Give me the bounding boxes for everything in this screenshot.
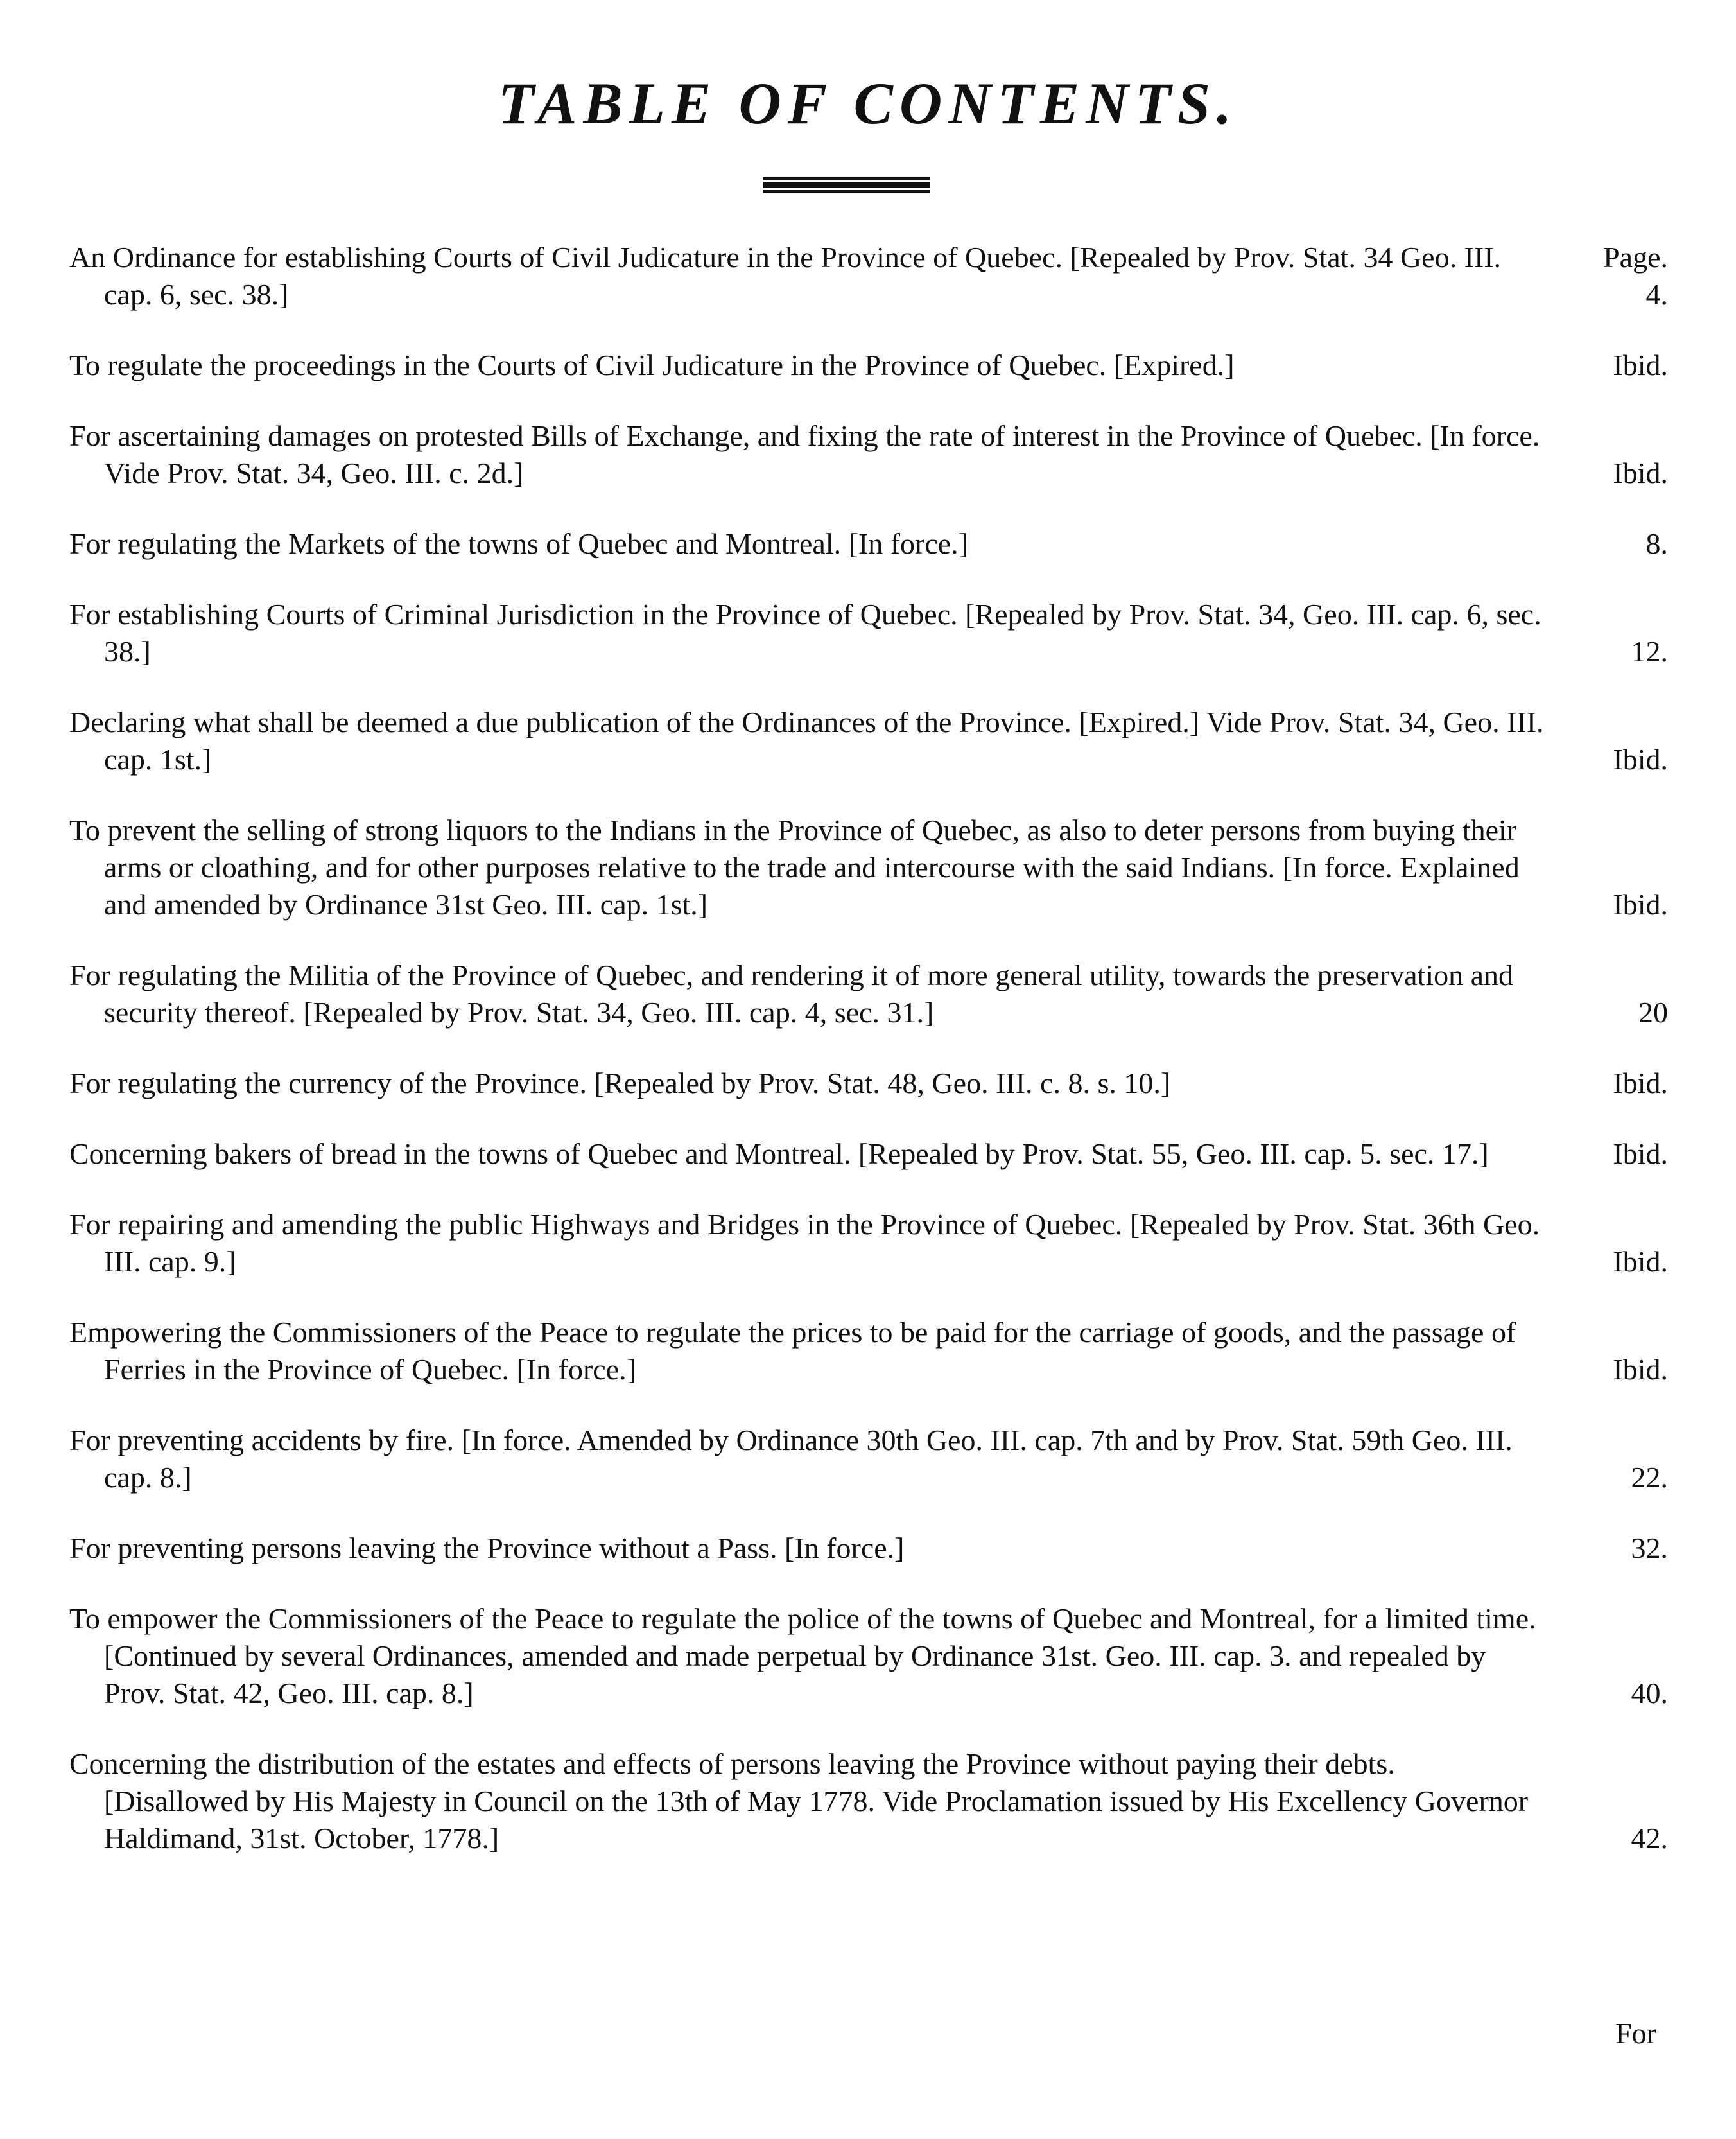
contents-entry	[69, 1530, 1668, 1567]
contents-list	[69, 239, 1668, 1890]
contents-entry	[69, 1135, 1668, 1173]
entry-page: 32.	[1631, 1532, 1668, 1564]
contents-entry	[69, 1206, 1668, 1280]
title-rule	[763, 177, 930, 193]
entry-text: To empower the Commissioners of the Peace to regulate the police of the towns of Quebec and Montreal, for a limited time. [Continued by several Ordinances, amended and made perpetual by Ordinance 31st. Geo. III. cap. 3. and repealed by Prov. Stat. 42, Geo. III. cap. 8.]	[69, 1602, 1536, 1709]
entry-page: Ibid.	[1613, 1067, 1668, 1099]
entry-text: For regulating the Militia of the Province of Quebec, and rendering it of more general utility, towards the preservation and security thereof. [Repealed by Prov. Stat. 34, Geo. III. cap. 4, sec. 31.]	[69, 959, 1514, 1029]
entry-page-column	[1572, 239, 1668, 313]
page-title: TABLE OF CONTENTS.	[498, 71, 1238, 136]
entry-page: Ibid.	[1613, 457, 1668, 489]
contents-entry	[69, 596, 1668, 670]
entry-page: 12.	[1631, 635, 1668, 668]
contents-entry	[69, 812, 1668, 923]
entry-text: For ascertaining damages on protested Bills of Exchange, and fixing the rate of interest in the Province of Quebec. [In force. Vide Prov. Stat. 34, Geo. III. c. 2d.]	[69, 419, 1540, 489]
catchword: For	[1615, 2017, 1656, 2050]
entry-page: 22.	[1631, 1461, 1668, 1494]
entry-page: Ibid.	[1613, 743, 1668, 776]
entry-page: 40.	[1631, 1677, 1668, 1709]
entry-text: For preventing persons leaving the Province without a Pass. [In force.]	[69, 1532, 905, 1564]
contents-entry	[69, 417, 1668, 492]
contents-entry	[69, 1314, 1668, 1388]
entry-page: Ibid.	[1613, 888, 1668, 921]
entry-text: For preventing accidents by fire. [In force. Amended by Ordinance 30th Geo. III. cap. 7th and by Prov. Stat. 59th Geo. III. cap. 8.]	[69, 1424, 1513, 1494]
entry-text: To prevent the selling of strong liquors to the Indians in the Province of Quebec, as also to deter persons from buying their arms or cloathing, and for other purposes relative to the trade and intercourse with the said Indians. [In force. Explained and amended by Ordinance 31st Geo. III. cap. 1st.]	[69, 814, 1520, 921]
entry-text: An Ordinance for establishing Courts of Civil Judicature in the Province of Quebec. [Repealed by Prov. Stat. 34 Geo. III. cap. 6, sec. 38.]	[69, 241, 1502, 311]
entry-text: Concerning bakers of bread in the towns of Quebec and Montreal. [Repealed by Prov. Stat. 55, Geo. III. cap. 5. sec. 17.]	[69, 1137, 1489, 1170]
page-column-header: Page.	[1603, 241, 1668, 274]
entry-text: For regulating the Markets of the towns of Quebec and Montreal. [In force.]	[69, 527, 968, 560]
entry-page: Ibid.	[1613, 1137, 1668, 1170]
entry-text: To regulate the proceedings in the Courts of Civil Judicature in the Province of Quebec. [Expired.]	[69, 349, 1235, 381]
entry-text: For repairing and amending the public Highways and Bridges in the Province of Quebec. [Repealed by Prov. Stat. 36th Geo. III. cap. 9.]	[69, 1208, 1540, 1278]
entry-page: 8.	[1645, 527, 1668, 560]
contents-entry	[69, 525, 1668, 563]
entry-text: For regulating the currency of the Province. [Repealed by Prov. Stat. 48, Geo. III. c. 8. s. 10.]	[69, 1067, 1171, 1099]
entry-text: For establishing Courts of Criminal Jurisdiction in the Province of Quebec. [Repealed by Prov. Stat. 34, Geo. III. cap. 6, sec. 38.]	[69, 598, 1541, 668]
entry-text: Concerning the distribution of the estates and effects of persons leaving the Province without paying their debts. [Disallowed by His Majesty in Council on the 13th of May 1778. Vide Proclamation issued by His Excellency Governor Haldimand, 31st. October, 1778.]	[69, 1747, 1529, 1855]
entry-page: Ibid.	[1613, 349, 1668, 381]
contents-entry	[69, 1600, 1668, 1712]
entry-page: 20	[1638, 996, 1668, 1029]
contents-entry	[69, 704, 1668, 778]
entry-page: 4.	[1645, 278, 1668, 311]
contents-entry	[69, 347, 1668, 384]
entry-text: Declaring what shall be deemed a due publication of the Ordinances of the Province. [Expired.] Vide Prov. Stat. 34, Geo. III. cap. 1st.]	[69, 706, 1544, 776]
entry-text: Empowering the Commissioners of the Peace to regulate the prices to be paid for the carriage of goods, and the passage of Ferries in the Province of Quebec. [In force.]	[69, 1316, 1516, 1386]
entry-page: Ibid.	[1613, 1353, 1668, 1386]
contents-entry	[69, 957, 1668, 1031]
contents-entry	[69, 1422, 1668, 1496]
entry-page: Ibid.	[1613, 1245, 1668, 1278]
contents-entry	[69, 1745, 1668, 1857]
entry-page: 42.	[1631, 1822, 1668, 1855]
contents-entry	[69, 239, 1668, 313]
contents-entry	[69, 1065, 1668, 1102]
